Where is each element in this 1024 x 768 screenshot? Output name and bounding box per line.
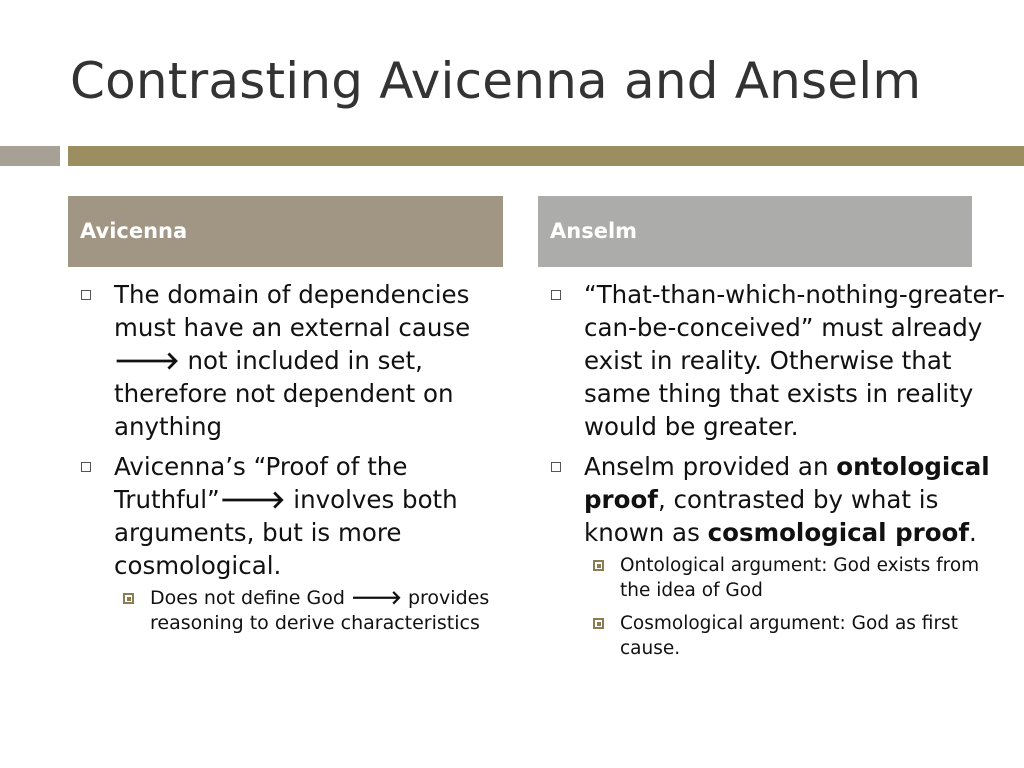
square-bullet-icon [551,290,561,300]
accent-bar-left [0,146,60,166]
avicenna-sub-list [114,586,508,636]
anselm-header-label: Anselm [550,219,638,243]
avicenna-column-body [78,278,508,644]
avicenna-header-label: Avicenna [80,219,188,243]
square-bullet-icon [81,290,91,300]
accent-bar-right [68,146,1024,166]
avicenna-bullet-list [78,278,508,636]
right-arrow-icon: 🡒 [114,346,180,375]
filled-box-bullet-icon [593,560,604,571]
avicenna-bullet-2: Avicenna’s “Proof of the Truthful”🡒 involves both arguments, but is more cosmological. Does not define God 🡒 provides reasoning to derive characteristics [78,450,508,636]
anselm-column-header [538,196,972,267]
right-arrow-icon: 🡒 [350,587,402,609]
anselm-column-body [548,278,1008,669]
anselm-sub-list [584,553,1008,661]
filled-box-bullet-icon [123,593,134,604]
avicenna-bullet-1: The domain of dependencies must have an external cause 🡒 not included in set, therefore not dependent on anything [78,278,508,443]
avicenna-sub-bullet-1: Does not define God 🡒 provides reasoning to derive characteristics [114,586,508,636]
square-bullet-icon [551,462,561,472]
square-bullet-icon [81,462,91,472]
anselm-bullet-2: Anselm provided an ontological proof, contrasted by what is known as cosmological proof. Ontological argument: God exists from the idea of God Cosmological argument: God as first cause. [548,450,1008,661]
right-arrow-icon: 🡒 [219,485,286,514]
filled-box-bullet-icon [593,618,604,629]
anselm-bullet-1: “That-than-which-nothing-greater-can-be-conceived” must already exist in reality. Otherwise that same thing that exists in reality would be greater. [548,278,1008,443]
slide-title: Contrasting Avicenna and Anselm [70,52,922,110]
cosmological-proof-term: cosmological proof [707,518,970,547]
anselm-sub-bullet-2: Cosmological argument: God as first cause. [584,611,1008,661]
anselm-bullet-list [548,278,1008,661]
avicenna-column-header [68,196,503,267]
anselm-sub-bullet-1: Ontological argument: God exists from the idea of God [584,553,1008,603]
ontological-proof-term: ontological proof [584,452,990,514]
